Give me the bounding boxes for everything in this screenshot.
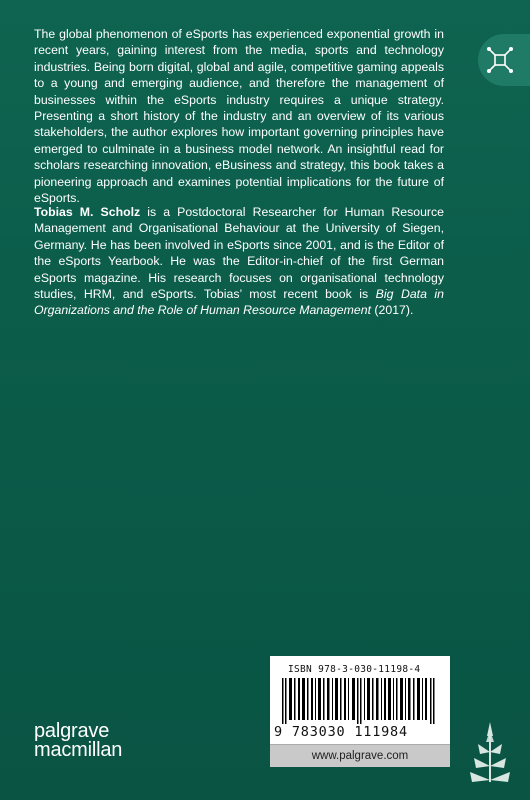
publisher-logo-line1: palgrave <box>34 720 110 742</box>
publisher-url: www.palgrave.com <box>270 744 450 767</box>
isbn-number: ISBN 978-3-030-11198-4 <box>288 664 421 675</box>
author-bio-year: (2017). <box>371 303 414 318</box>
publisher-logo <box>34 722 122 760</box>
book-description: The global phenomenon of eSports has experienced exponential growth in recent years, gaining interest from the media, sports and technology industries. Being born digital, global and agile, competitive gaming appeals to a young and emerging audience, and therefore the management of businesses within the eSports industry requires a unique strategy. Presenting a short history of the industry and an overview of its various stakeholders, the author explores how important governing principles have emerged to culminate in a business model network. An insightful read for scholars researching innovation, eBusiness and strategy, this book takes a pioneering approach and examines potential implications for the future of eSports. <box>34 27 444 206</box>
author-name: Tobias M. Scholz <box>34 205 141 219</box>
barcode-digits: 9 783030 111984 <box>274 724 408 740</box>
author-bio <box>34 204 444 319</box>
recent-book-title: Big Data in Organizations and the Role of Human Resource Management <box>34 287 445 318</box>
barcode-icon <box>280 678 440 724</box>
isbn-barcode <box>270 656 450 766</box>
network-node-icon <box>478 34 530 86</box>
publisher-logo-line2: macmillan <box>34 739 123 761</box>
palgrave-emblem-icon <box>470 722 510 787</box>
author-bio-text: is a Postdoctoral Researcher for Human Resource Management and Organisational Behaviour at the University of Siegen, Germany. He has been involved in eSports since 2001, and is the Editor of the eSports Yearbook. He was the Editor-in-chief of the first German eSports magazine. His research focuses on organisational technology studies, HRM, and eSports. Tobias’ most recent book is <box>34 205 444 302</box>
